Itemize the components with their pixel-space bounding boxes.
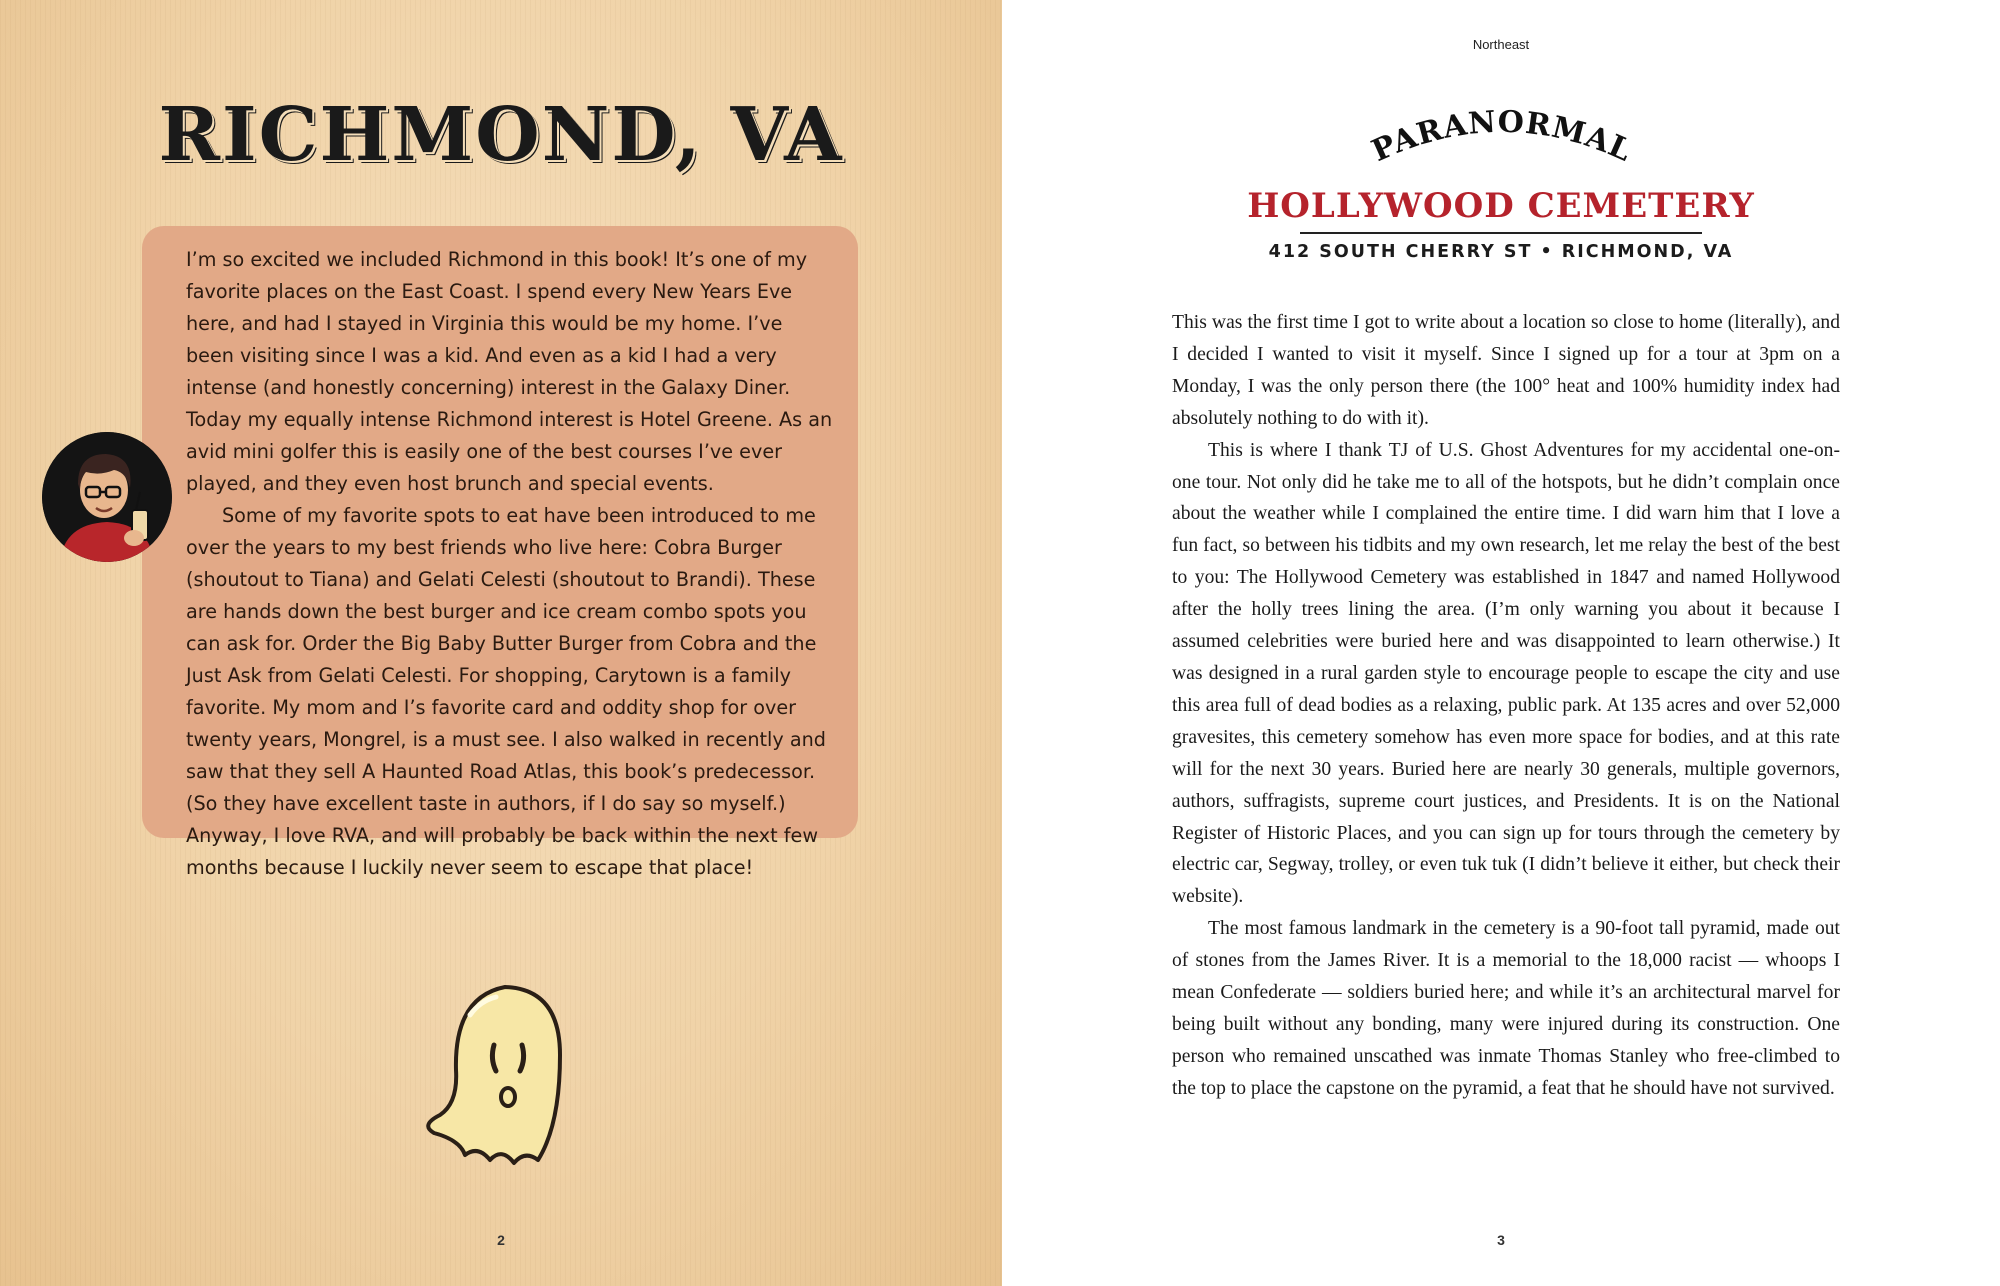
ghost-illustration-icon [410,975,580,1175]
svg-text:PARANORMAL [1367,105,1638,169]
body-paragraph: This is where I thank TJ of U.S. Ghost Adventures for my accidental one-on-one tour. Not only did he take me to all of the hotspots, but he didn’t complain once about the weather while I complained the entire time. I did warn him that I love a fun fact, so between his tidbits and my own research, let me relay the best of the best to you: The Hollywood Cemetery was established in 1847 and named Hollywood after the holly trees lining the area. (I’m only warning you about it because I assumed celebrities were buried here and was disappointed to learn otherwise.) It was designed in a rural garden style to encourage people to escape the city and use this area full of dead bodies as a relaxing, public park. At 135 acres and over 52,000 gravesites, this cemetery somehow has even more space for bodies, and at this rate will for the next 30 years. Buried here are nearly 30 generals, multiple governors, authors, suffragists, supreme court justices, and Presidents. It is on the National Register of Historic Places, and you can sign up for tours through the cemetery by electric car, Segway, trolley, or even tuk tuk (I didn’t believe it either, but check their website). [1172,439,1840,908]
page-number: 2 [497,1232,505,1248]
author-note-text [186,244,836,884]
note-paragraph: I’m so excited we included Richmond in this book! It’s one of my favorite places on the East Coast. I spend every New Years Eve here, and had I stayed in Virginia this would be my home. I’ve been visiting since I was a kid. And even as a kid I had a very intense (and honestly concerning) interest in the Galaxy Diner. Today my equally intense Richmond interest is Hotel Greene. As an avid mini golfer this is easily one of the best courses I’ve ever played, and they even host brunch and special events. [186,248,833,495]
note-paragraph: Some of my favorite spots to eat have been introduced to me over the years to my best friends who live here: Cobra Burger (shoutout to Tiana) and Gelati Celesti (shoutout to Brandi). These are hands down the best burger and ice cream combo spots you can ask for. Order the Big Baby Butter Burger from Cobra and the Just Ask from Gelati Celesti. For shopping, Carytown is a family favorite. My mom and I’s favorite card and oddity shop for over twenty years, Mongrel, is a must see. I also walked in recently and saw that they sell A Haunted Road Atlas, this book’s predecessor. (So they have excellent taste in authors, if I do say so myself.) Anyway, I love RVA, and will probably be back within the next few months because I luckily never seem to escape that place! [186,504,826,879]
site-address: 412 SOUTH CHERRY ST • RICHMOND, VA [1268,242,1734,262]
title-divider [1300,232,1702,234]
category-title [1342,98,1662,178]
author-avatar-icon [42,432,172,562]
page-number: 3 [1497,1232,1505,1248]
site-name: HOLLYWOOD CEMETERY [1247,186,1755,226]
body-paragraph: The most famous landmark in the cemetery is a 90-foot tall pyramid, made out of stones from the James River. It is a memorial to the 18,000 racist — whoops I mean Confederate — soldiers buried here; and while it’s an architectural marvel for being built without any bonding, many were injured during its construction. One person who remained unscathed was inmate Thomas Stanley who free-climbed to the top to place the capstone on the pyramid, a feat that he should have not survived. [1172,918,1840,1099]
category-label: PARANORMAL [1366,104,1638,170]
body-paragraph: This was the first time I got to write about a location so close to home (literally), and I decided I wanted to visit it myself. Since I signed up for a tour at 3pm on a Monday, I was the only person there (the 100° heat and 100% humidity index had absolutely nothing to do with it). [1172,312,1840,429]
article-body [1172,307,1840,1105]
right-page [1002,0,2000,1286]
page-title: RICHMOND, VA [158,92,844,178]
running-head: Northeast [1472,37,1530,52]
